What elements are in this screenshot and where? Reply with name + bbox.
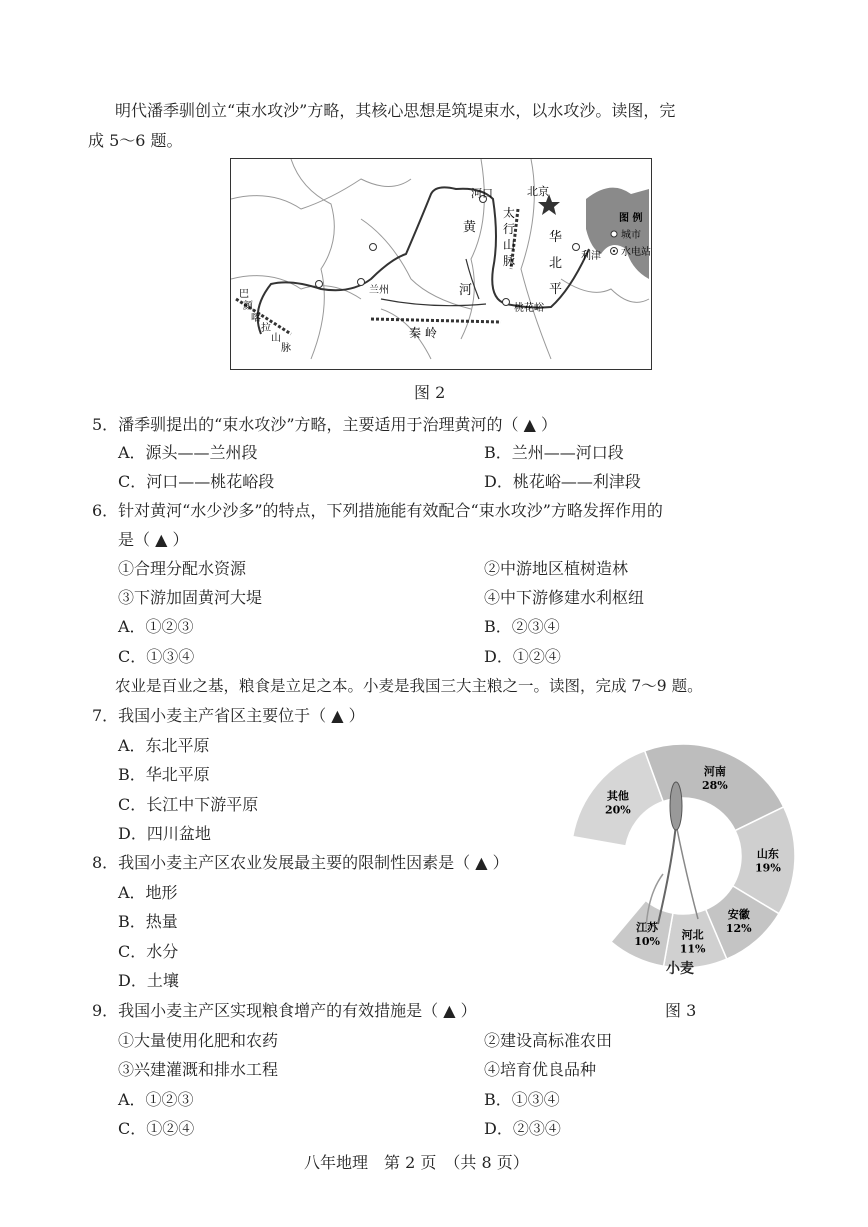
q7-option-d: D．四川盆地 (118, 824, 211, 843)
q8-option-a: A．地形 (118, 883, 178, 902)
intro-text-2: 农业是百业之基，粮食是立足之本。小麦是我国三大主粮之一。读图，完成 7～9 题。 (115, 677, 703, 695)
q6-stem: 6．针对黄河“水少沙多”的特点，下列措施能有效配合“束水攻沙”方略发挥作用的 (92, 501, 663, 520)
city-lanzhou (358, 279, 365, 286)
q9-item-4: ④培育优良品种 (484, 1060, 597, 1079)
label-he: 河 (459, 283, 473, 298)
q5-option-c: C．河口——桃花峪段 (118, 472, 275, 491)
label-ka: 喀 (251, 313, 261, 324)
legend-city-icon (611, 231, 617, 237)
q9-item-1: ①大量使用化肥和农药 (118, 1031, 279, 1050)
slice-label-value: 28% (701, 779, 728, 793)
slice-label-category: 河北 (681, 928, 704, 942)
figure-3-caption: 图 3 (665, 1001, 697, 1020)
label-yan: 颜 (243, 301, 253, 312)
yellow-river-map (230, 158, 652, 370)
label-shan: 山 (503, 238, 516, 252)
label-hang: 行 (503, 222, 516, 236)
q7-option-c: C．长江中下游平原 (118, 795, 259, 814)
q5-option-b: B．兰州——河口段 (484, 443, 624, 462)
q8-option-b: B．热量 (118, 912, 178, 931)
ring-chart-svg (568, 744, 798, 980)
q9-option-c: C．①②④ (118, 1119, 195, 1138)
label-bei: 北 (549, 256, 563, 271)
hydro-station (316, 281, 323, 288)
q9-item-3: ③兴建灌溉和排水工程 (118, 1060, 279, 1079)
slice-label-value: 19% (755, 861, 781, 875)
q8-option-d: D．土壤 (118, 971, 179, 990)
label-lijin: 利津 (581, 251, 601, 262)
city-lijin (573, 244, 580, 251)
q6-item-2: ②中游地区植树造林 (484, 559, 629, 578)
label-qinling: 秦 岭 (409, 326, 437, 340)
q6-stem-cont: 是（ ▲ ） (118, 530, 189, 549)
tributary (381, 299, 486, 306)
city-taohuayu (503, 299, 510, 306)
q9-option-d: D．②③④ (484, 1119, 561, 1138)
q8-option-c: C．水分 (118, 942, 179, 961)
intro-text-1-cont: 成 5～6 题。 (88, 131, 183, 150)
slice-label-value: 10% (634, 935, 660, 949)
slice-label-value: 20% (605, 803, 631, 817)
page-footer: 八年地理 第 2 页 （共 8 页） (304, 1153, 529, 1172)
label-taohuayu: 桃花峪 (514, 303, 544, 314)
q6-item-1: ①合理分配水资源 (118, 559, 247, 578)
legend-title: 图 例 (619, 213, 643, 224)
q6-option-a: A．①②③ (118, 617, 194, 636)
slice-label-category: 江苏 (636, 921, 659, 935)
slice-label-category: 山东 (756, 847, 779, 861)
label-beijing: 北京 (527, 185, 549, 198)
q9-item-2: ②建设高标准农田 (484, 1031, 613, 1050)
label-la: 拉 (261, 323, 271, 334)
hydro-station (370, 244, 377, 251)
q7-option-a: A．东北平原 (118, 736, 210, 755)
label-shan2: 山 (271, 333, 281, 344)
q6-item-4: ④中下游修建水利枢纽 (484, 588, 645, 607)
map-drawing (231, 159, 651, 369)
label-tai: 太 (503, 206, 516, 220)
q7-option-b: B．华北平原 (118, 765, 210, 784)
label-ping: 平 (549, 282, 563, 297)
label-huang: 黄 (463, 220, 477, 235)
q8-stem: 8．我国小麦主产区农业发展最主要的限制性因素是（ ▲ ） (92, 853, 509, 872)
qinling-mountains (371, 319, 501, 322)
label-mai: 脉 (503, 254, 516, 268)
label-hua: 华 (549, 230, 563, 245)
legend-station-dot (613, 250, 615, 252)
slice-label-value: 12% (725, 922, 752, 936)
q6-option-c: C．①③④ (118, 647, 195, 666)
slice-label-category: 其他 (606, 789, 629, 803)
legend-city: 城市 (621, 230, 641, 241)
label-mai2: 脉 (281, 343, 291, 354)
slice-label-category: 河南 (703, 765, 726, 779)
intro-text-1: 明代潘季驯创立“束水攻沙”方略，其核心思想是筑堤束水，以水攻沙。读图，完 (115, 101, 676, 120)
label-hekou: 河口 (471, 187, 493, 200)
legend-station: 水电站 (621, 247, 651, 258)
q5-option-a: A．源头——兰州段 (118, 443, 258, 462)
q6-option-b: B．②③④ (484, 617, 560, 636)
label-lanzhou: 兰州 (369, 285, 389, 296)
q9-stem: 9．我国小麦主产区实现粮食增产的有效措施是（ ▲ ） (92, 1001, 477, 1020)
q5-option-d: D．桃花峪——利津段 (484, 472, 641, 491)
q5-stem: 5．潘季驯提出的“束水攻沙”方略，主要适用于治理黄河的（ ▲ ） (92, 415, 558, 434)
q9-option-b: B．①③④ (484, 1090, 560, 1109)
figure-2-caption: 图 2 (414, 383, 446, 402)
q6-option-d: D．①②④ (484, 647, 561, 666)
slice-label-value: 11% (679, 942, 706, 956)
q9-option-a: A．①②③ (118, 1090, 194, 1109)
chart-center-label: 小麦 (666, 961, 694, 977)
slice-label-category: 安徽 (727, 908, 750, 922)
q6-item-3: ③下游加固黄河大堤 (118, 588, 263, 607)
label-ba: 巴 (239, 289, 249, 300)
q7-stem: 7．我国小麦主产省区主要位于（ ▲ ） (92, 706, 365, 725)
wheat-production-chart (568, 744, 798, 980)
